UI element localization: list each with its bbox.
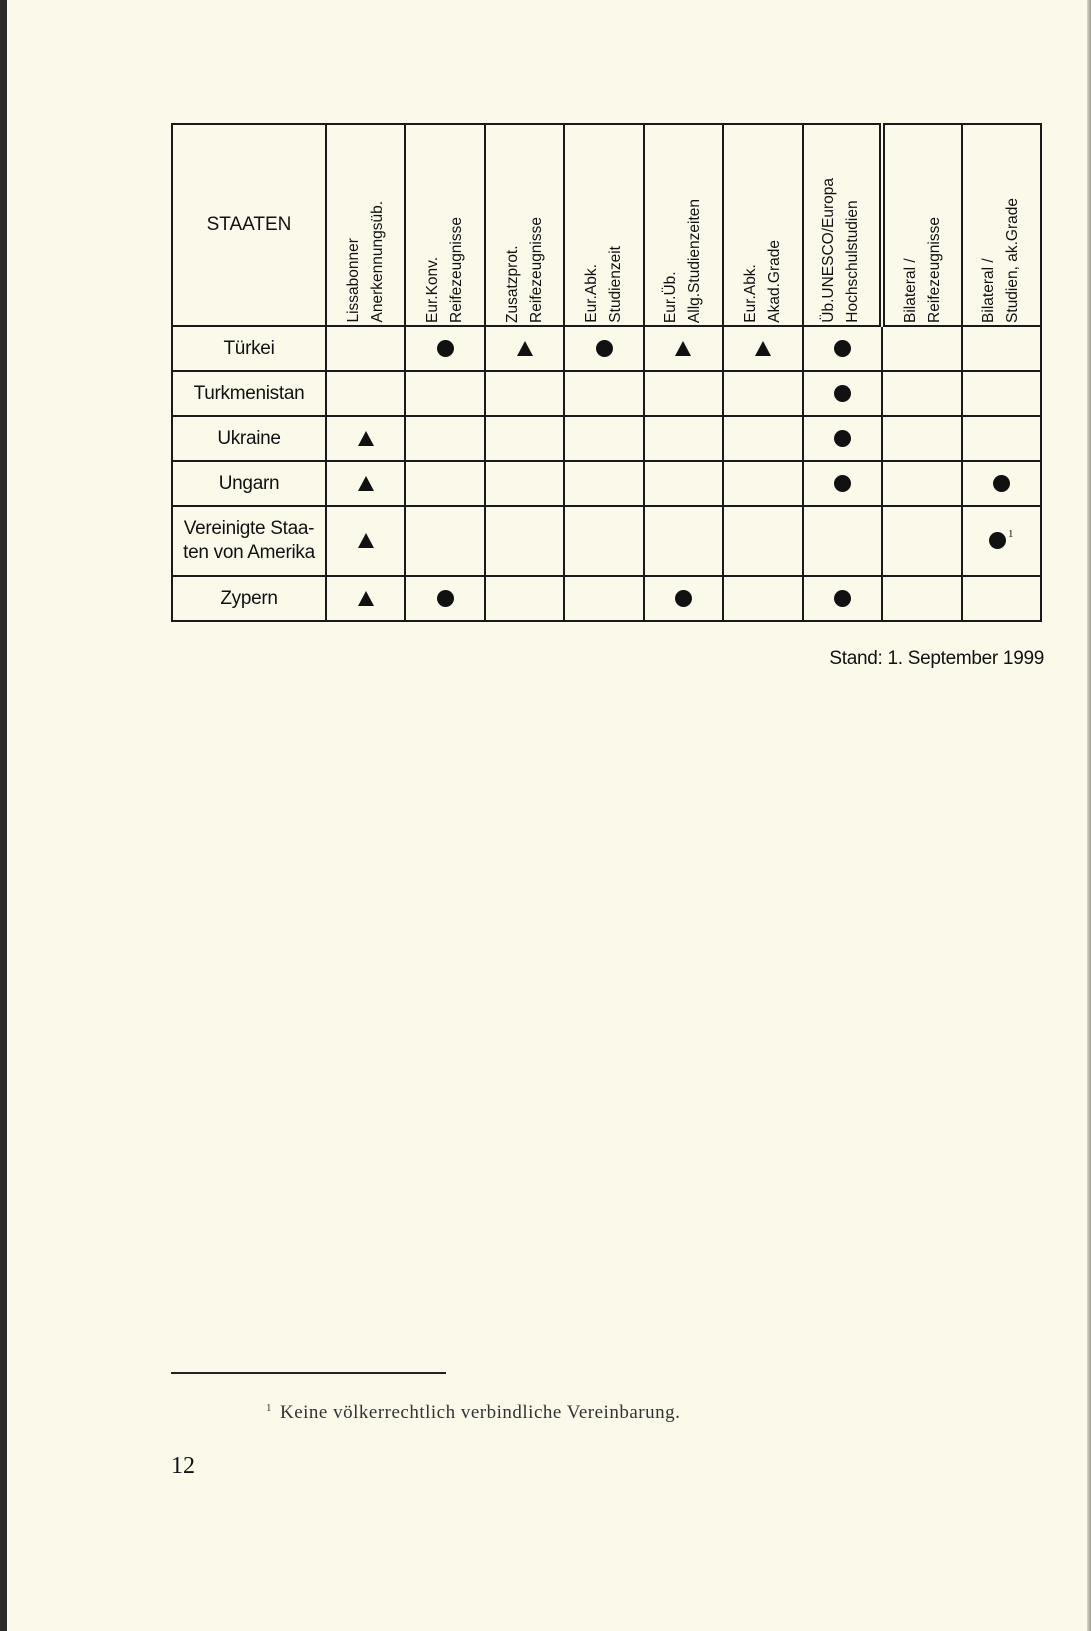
matrix-cell [803, 461, 882, 506]
matrix-cell [326, 371, 405, 416]
matrix-cell [485, 416, 564, 461]
matrix-cell [564, 506, 643, 576]
matrix-cell [485, 576, 564, 621]
matrix-cell [564, 371, 643, 416]
state-name [172, 416, 326, 461]
circle-icon [834, 590, 851, 607]
matrix-cell [326, 576, 405, 621]
state-name [172, 506, 326, 576]
circle-icon [989, 532, 1006, 549]
matrix-cell [405, 461, 484, 506]
page-edge [1087, 0, 1091, 1631]
matrix-cell [723, 416, 802, 461]
matrix-cell [405, 416, 484, 461]
page-number: 12 [171, 1453, 195, 1479]
matrix-cell [644, 326, 723, 371]
matrix-cell [882, 461, 961, 506]
state-name-line: Ungarn [218, 472, 280, 494]
matrix-cell [644, 371, 723, 416]
circle-icon [993, 475, 1010, 492]
matrix-cell [803, 371, 882, 416]
state-name-line: Turkmenistan [193, 382, 305, 404]
circle-icon [437, 340, 454, 357]
matrix-cell [485, 371, 564, 416]
matrix-cell [485, 506, 564, 576]
matrix-cell [485, 326, 564, 371]
triangle-icon [755, 341, 771, 356]
matrix-cell [405, 576, 484, 621]
triangle-icon [675, 341, 691, 356]
matrix-cell [962, 506, 1042, 576]
column-header: Eur.Konv. Reifezeugnisse [405, 124, 484, 326]
triangle-icon [358, 533, 374, 548]
state-name [172, 371, 326, 416]
table-row [172, 371, 1041, 416]
circle-icon [834, 430, 851, 447]
matrix-cell [564, 461, 643, 506]
state-name-line: Zypern [220, 587, 278, 609]
table-row [172, 416, 1041, 461]
column-header: Eur.Abk. Akad.Grade [723, 124, 802, 326]
agreements-table [171, 123, 1042, 622]
matrix-cell [882, 416, 961, 461]
matrix-cell [405, 506, 484, 576]
column-header: Üb.UNESCO/Europa Hochschulstudien [803, 124, 882, 326]
triangle-icon [358, 431, 374, 446]
matrix-cell [564, 416, 643, 461]
circle-icon [675, 590, 692, 607]
matrix-cell [723, 461, 802, 506]
matrix-cell [803, 576, 882, 621]
table-body [172, 326, 1041, 621]
matrix-cell [405, 371, 484, 416]
matrix-cell [882, 326, 961, 371]
matrix-cell [564, 576, 643, 621]
state-name [172, 576, 326, 621]
circle-icon [834, 475, 851, 492]
matrix-cell [962, 416, 1042, 461]
matrix-cell [644, 506, 723, 576]
status-date: Stand: 1. September 1999 [829, 648, 1044, 669]
page-edge [0, 0, 7, 1631]
matrix-cell [723, 576, 802, 621]
column-header: Lissabonner Anerkennungsüb. [326, 124, 405, 326]
triangle-icon [358, 591, 374, 606]
state-name-line: Vereinigte Staa- [183, 518, 315, 539]
header-row [172, 124, 1041, 326]
matrix-cell [723, 371, 802, 416]
matrix-cell [962, 576, 1042, 621]
circle-icon [834, 385, 851, 402]
state-name [172, 461, 326, 506]
footnote-rule [171, 1372, 446, 1374]
matrix-cell [723, 506, 802, 576]
matrix-cell [405, 326, 484, 371]
matrix-cell [326, 416, 405, 461]
table-row [172, 326, 1041, 371]
matrix-cell [882, 506, 961, 576]
state-name-line: Ukraine [217, 427, 281, 449]
footnote-marker: 1 [266, 1402, 272, 1414]
footnote-marker: 1 [1008, 528, 1014, 540]
matrix-cell [962, 371, 1042, 416]
matrix-cell [803, 506, 882, 576]
triangle-icon [517, 341, 533, 356]
matrix-cell [485, 461, 564, 506]
corner-header: STAATEN [172, 124, 326, 326]
triangle-icon [358, 476, 374, 491]
matrix-cell [803, 416, 882, 461]
circle-icon [437, 590, 454, 607]
matrix-cell [962, 461, 1042, 506]
state-name-line: Türkei [223, 337, 275, 359]
matrix-cell [882, 371, 961, 416]
table-row [172, 576, 1041, 621]
matrix-cell [723, 326, 802, 371]
footnote-text: Keine völkerrechtlich verbindliche Vereinbarung. [280, 1402, 681, 1423]
matrix-cell [326, 461, 405, 506]
matrix-cell [803, 326, 882, 371]
matrix-cell [962, 326, 1042, 371]
column-header: Eur.Üb. Allg.Studienzeiten [644, 124, 723, 326]
state-name-line: ten von Amerika [183, 542, 315, 563]
matrix-cell [644, 576, 723, 621]
matrix-cell [326, 326, 405, 371]
footnote [266, 1402, 680, 1424]
circle-icon [834, 340, 851, 357]
matrix-cell [644, 416, 723, 461]
matrix-cell [326, 506, 405, 576]
column-header: Bilateral / Reifezeugnisse [882, 124, 961, 326]
matrix-cell [644, 461, 723, 506]
state-name [172, 326, 326, 371]
column-header: Eur.Abk. Studienzeit [564, 124, 643, 326]
table-row [172, 461, 1041, 506]
table-row [172, 506, 1041, 576]
matrix-cell [564, 326, 643, 371]
column-header: Zusatzprot. Reifezeugnisse [485, 124, 564, 326]
column-header: Bilateral / Studien, ak.Grade [962, 124, 1042, 326]
matrix-cell [882, 576, 961, 621]
circle-icon [596, 340, 613, 357]
